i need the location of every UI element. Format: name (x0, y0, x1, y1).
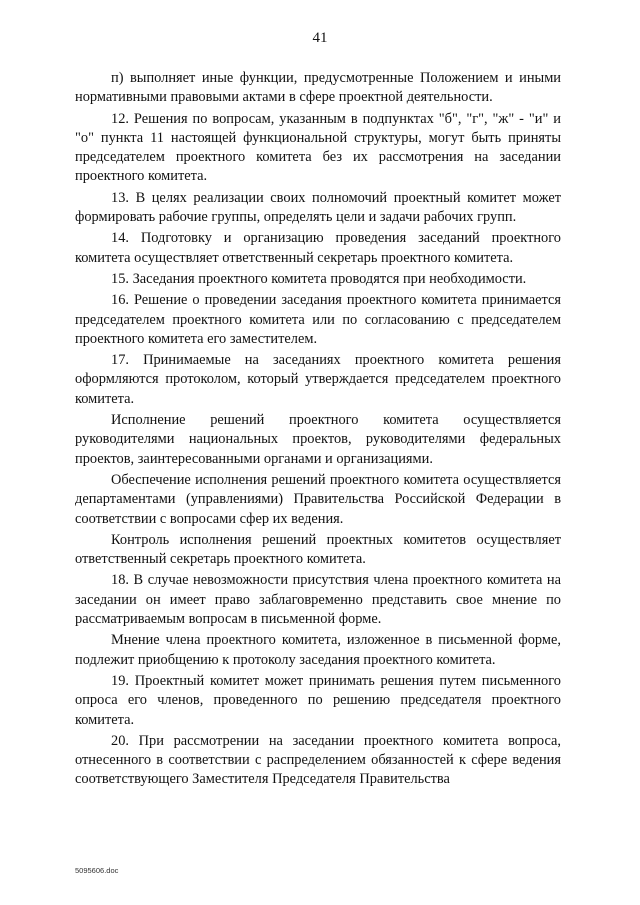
paragraph-control: Контроль исполнения решений проектных комитетов осуществляет ответственный секретарь проектного комитета. (75, 531, 561, 568)
paragraph-18: 18. В случае невозможности присутствия члена проектного комитета на заседании он имеет право заблаговременно представить свое мнение по рассматриваемым вопросам в письменной форме. (75, 572, 561, 628)
paragraph-13: 13. В целях реализации своих полномочий проектный комитет может формировать рабочие группы, определять цели и задачи рабочих групп. (75, 189, 561, 226)
paragraph-15: 15. Заседания проектного комитета проводятся при необходимости. (111, 270, 527, 287)
paragraph-12: 12. Решения по вопросам, указанным в подпунктах "б", "г", "ж" - "и" и "о" пункта 11 настоящей функциональной структуры, могут быть приняты председателем проектного комитета без их рассмотрения на заседании проектного комитета. (75, 110, 561, 185)
paragraph-17: 17. Принимаемые на заседаниях проектного комитета решения оформляются протоколом, который утверждается председателем проектного комитета. (75, 352, 561, 407)
paragraph-opinion: Мнение члена проектного комитета, изложенное в письменной форме, подлежит приобщению к протоколу заседания проектного комитета. (75, 632, 561, 668)
paragraph-support: Обеспечение исполнения решений проектного комитета осуществляется департаментами (управлениями) Правительства Российской Федерации в соответствии с вопросами сфер их ведения. (75, 471, 561, 527)
paragraph-p: п) выполняет иные функции, предусмотренные Положением и иными нормативными правовыми актами в сфере проектной деятельности. (75, 70, 561, 106)
paragraph-20: 20. При рассмотрении на заседании проектного комитета вопроса, отнесенного в соответствии с распределением обязанностей к сфере ведения соответствующего Заместителя Председателя Правительства (75, 732, 561, 788)
paragraph-19: 19. Проектный комитет может принимать решения путем письменного опроса его членов, проведенного по решению председателя проектного комитета. (75, 672, 561, 728)
paragraph-14: 14. Подготовку и организацию проведения заседаний проектного комитета осуществляет ответственный секретарь проектного комитета. (75, 230, 561, 266)
paragraph-execution: Исполнение решений проектного комитета осуществляется руководителями национальных проектов, руководителями федеральных проектов, заинтересованными органами и организациями. (75, 412, 561, 467)
document-code: 5095606.doc (75, 866, 119, 875)
page-number: 41 (312, 30, 328, 46)
document-body (75, 69, 561, 792)
paragraph-16: 16. Решение о проведении заседания проектного комитета принимается председателем проектного комитета или по согласованию с председателем проектного комитета его заместителем. (75, 292, 561, 347)
